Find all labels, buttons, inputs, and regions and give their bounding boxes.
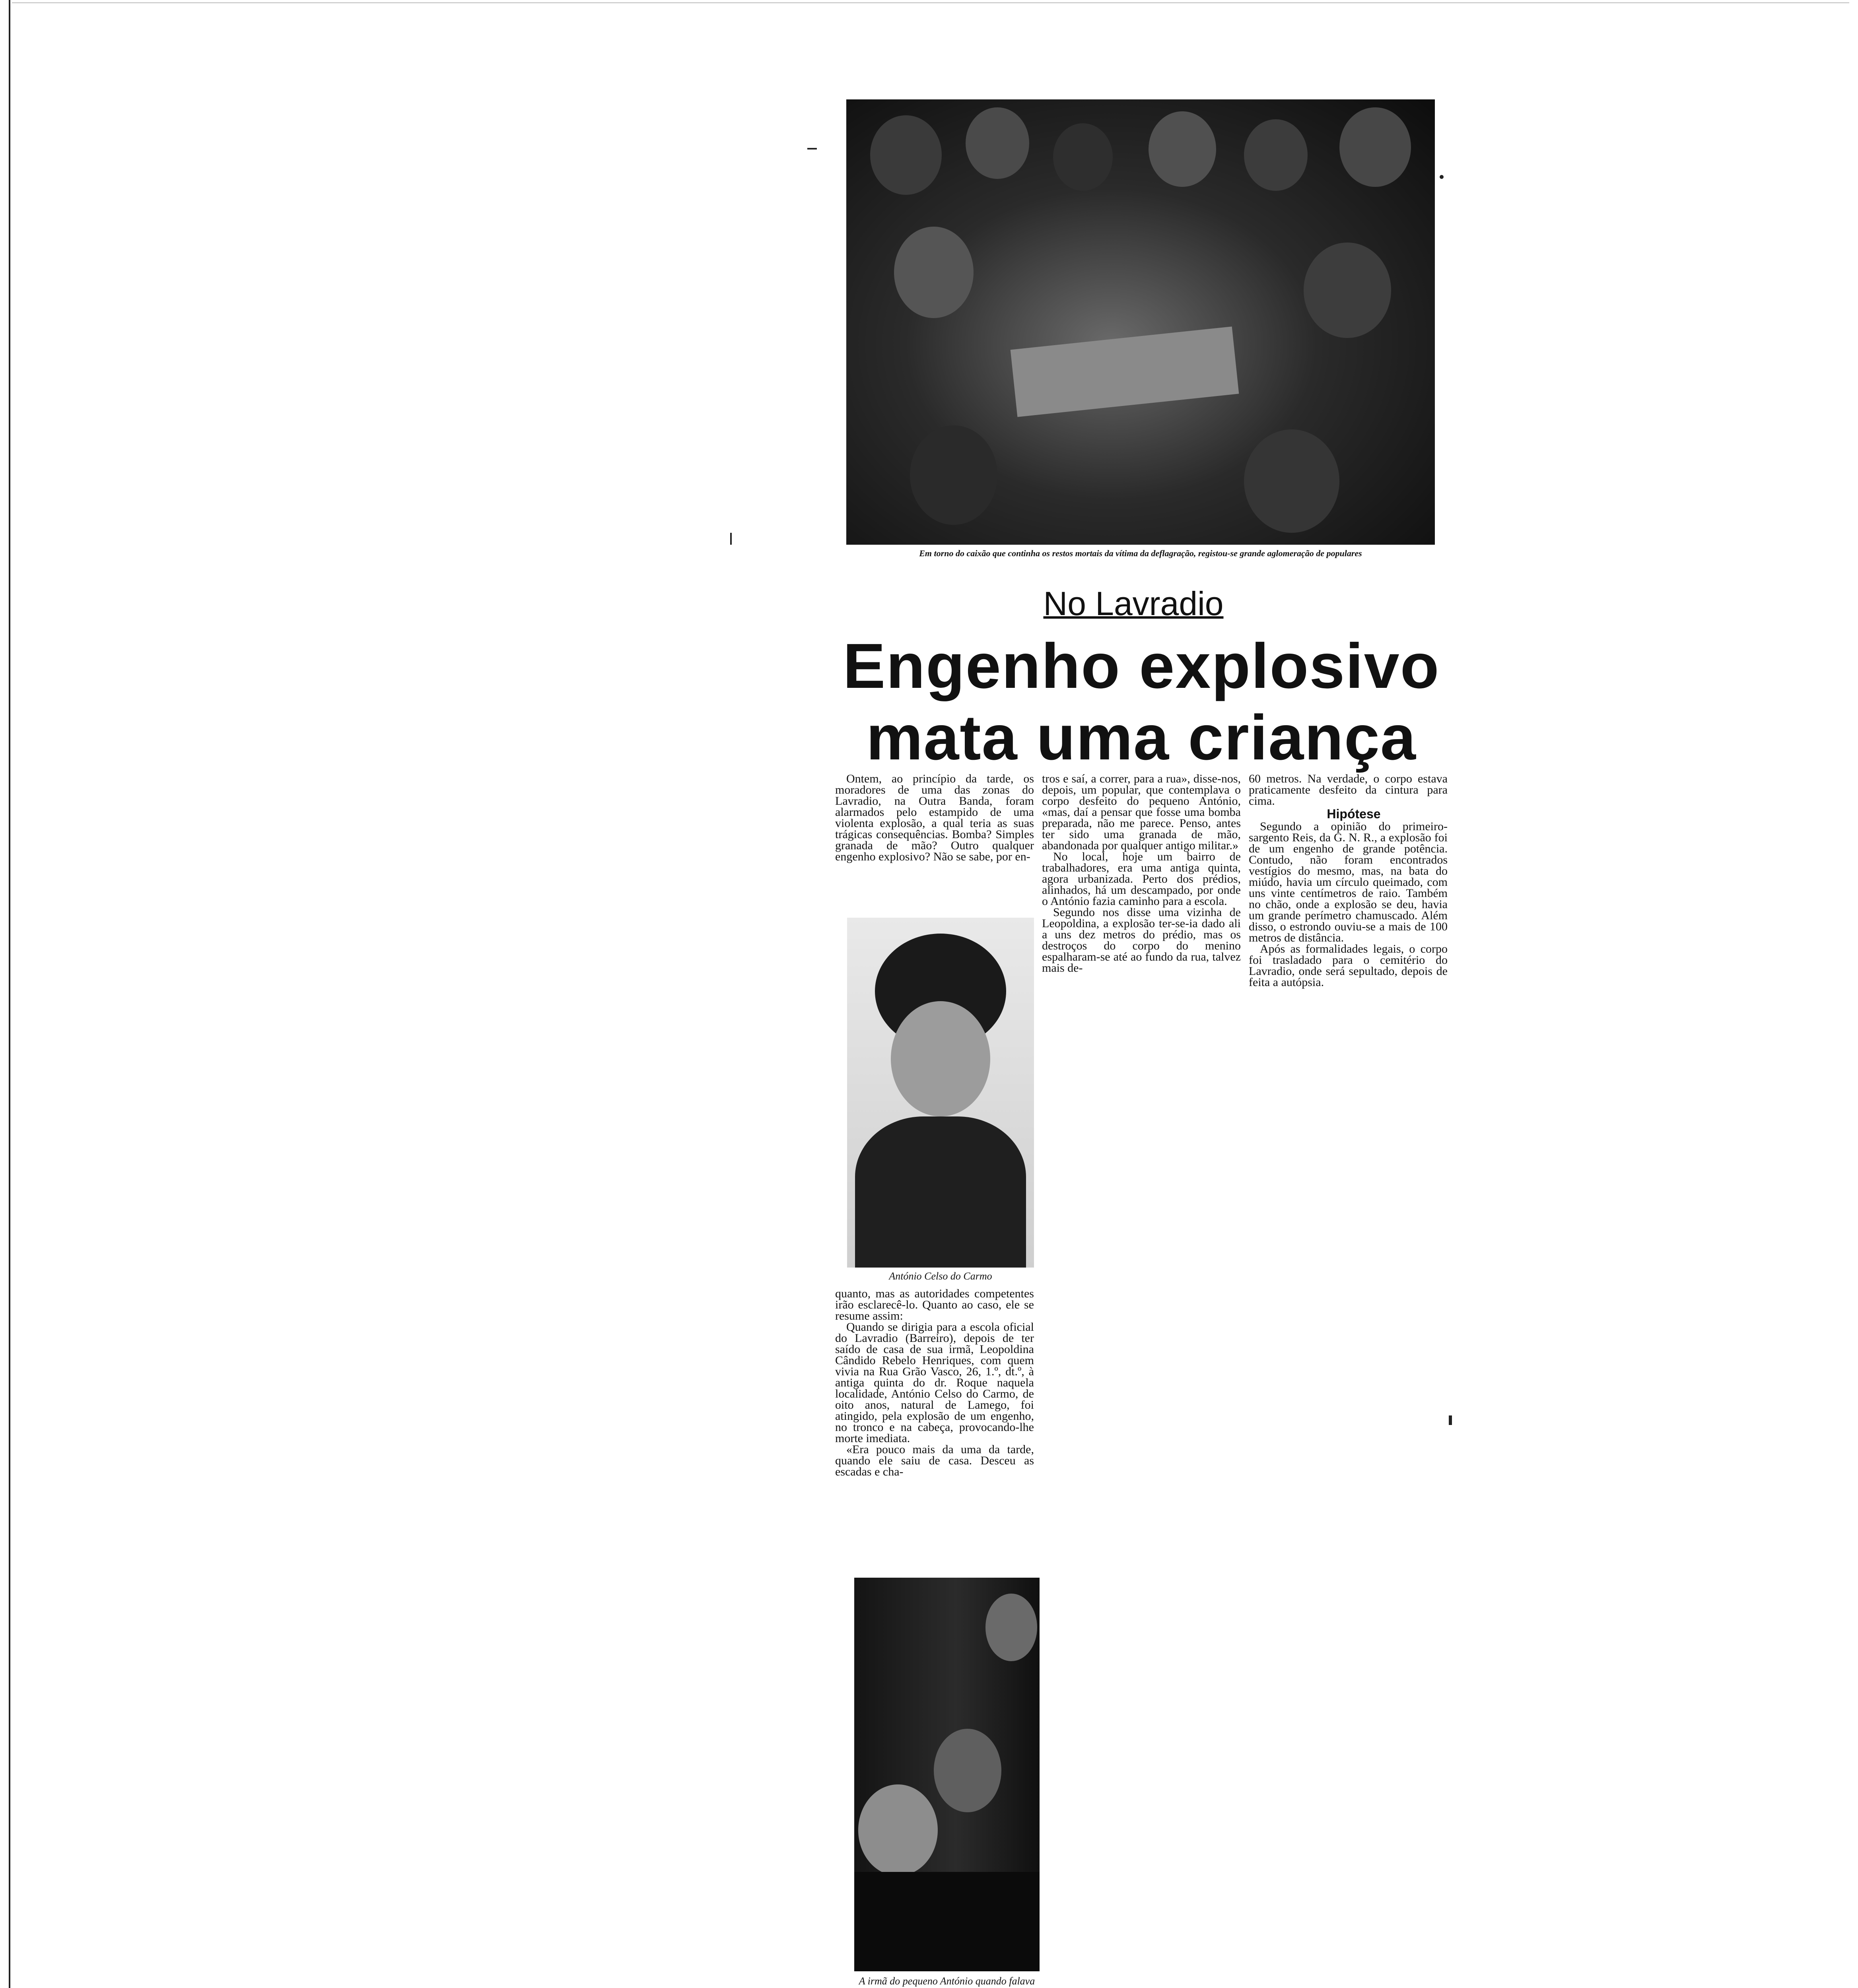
paragraph: Após as formalidades legais, o corpo foi trasladado para o cemitério do Lavradio, onde será sepultado, depois de feita a autópsia. — [1249, 942, 1448, 989]
article-column-2 — [1042, 773, 1241, 974]
paragraph: Segundo nos disse uma vizinha de Leopoldina, a explosão ter-se-ia dado ali a uns dez metros do prédio, mas os destroços do corpo do menino espalharam-se até ao fundo da rua, talvez mais de- — [1042, 906, 1241, 975]
boy-photo-caption: António Celso do Carmo — [889, 1270, 992, 1282]
paragraph: Segundo a opinião do primeiro-sargento Reis, da G. N. R., a explosão foi de um engenho de grande potência. Contudo, não foram encontrados vestígios do mesmo, mas, na bata do miúdo, havia um círculo queimado, com uns vinte centímetros de raio. Também no chão, onde a explosão se deu, havia um grande perímetro chamuscado. Além disso, o estrondo ouviu-se a mais de 100 metros de distância. — [1249, 820, 1448, 944]
paragraph: tros e saí, a correr, para a rua», disse-nos, depois, um popular, que contemplava o corpo desfeito do pequeno António, «mas, daí a pensar que fosse uma bomba preparada, não me parece. Penso, antes ter sido uma granada de mão, abandonada por qualquer antigo militar.» — [1042, 772, 1241, 852]
scan-mark — [1440, 175, 1444, 179]
headline-line-1: Engenho explosivo — [843, 630, 1440, 701]
sister-photo-caption: A irmã do pequeno António quando falava — [859, 1975, 1035, 1987]
paragraph: No local, hoje um bairro de trabalhadores, era uma antiga quinta, agora urbanizada. Perto dos prédios, alinhados, há um descampado, por onde o António fazia caminho para a escola. — [1042, 850, 1241, 908]
paragraph: quanto, mas as autoridades competentes irão esclarecê-lo. Quanto ao caso, ele se resume assim: — [835, 1287, 1034, 1322]
article-column-3 — [1249, 773, 1448, 988]
paragraph: Ontem, ao princípio da tarde, os moradores de uma das zonas do Lavradio, na Outra Banda, foram alarmados pelo estampido de uma violenta explosão, a qual teria as suas trágicas consequências. Bomba? Simples granada de mão? Outro qualquer engenho explosivo? Não se sabe, por en- — [835, 772, 1034, 863]
paragraph: «Era pouco mais da uma da tarde, quando ele saiu de casa. Desceu as escadas e cha- — [835, 1443, 1034, 1478]
page-edge — [9, 0, 10, 1988]
boy-portrait-photo — [847, 918, 1034, 1268]
paragraph: 60 metros. Na verdade, o corpo estava praticamente desfeito da cintura para cima. — [1249, 772, 1448, 808]
scan-mark — [807, 148, 817, 149]
scan-mark — [1449, 1415, 1452, 1425]
article-column-1-middle — [835, 1288, 1034, 1477]
paragraph: Quando se dirigia para a escola oficial do Lavradio (Barreiro), depois de ter saído de casa de sua irmã, Leopoldina Cândido Rebelo Henriques, com quem vivia na Rua Grão Vasco, 26, 1.º, dt.º, à antiga quinta do dr. Roque naquela localidade, António Celso do Carmo, de oito anos, natural de Lamego, foi atingido, pela explosão de um engenho, no tronco e na cabeça, provocando-lhe morte imediata. — [835, 1320, 1034, 1445]
section-kicker: No Lavradio — [1043, 585, 1224, 622]
crowd-photo-caption: Em torno do caixão que continha os restos mortais da vítima da deflagração, registou-se grande aglomeração de populares — [919, 548, 1362, 558]
headline-line-2: mata uma criança — [866, 702, 1417, 773]
scan-mark — [730, 533, 732, 545]
crowd-photo — [846, 99, 1435, 545]
sister-photo — [854, 1578, 1040, 1971]
subheading-hipotese: Hipótese — [1327, 807, 1381, 821]
scan-top-edge — [12, 2, 1849, 3]
article-column-1-top — [835, 773, 1034, 862]
